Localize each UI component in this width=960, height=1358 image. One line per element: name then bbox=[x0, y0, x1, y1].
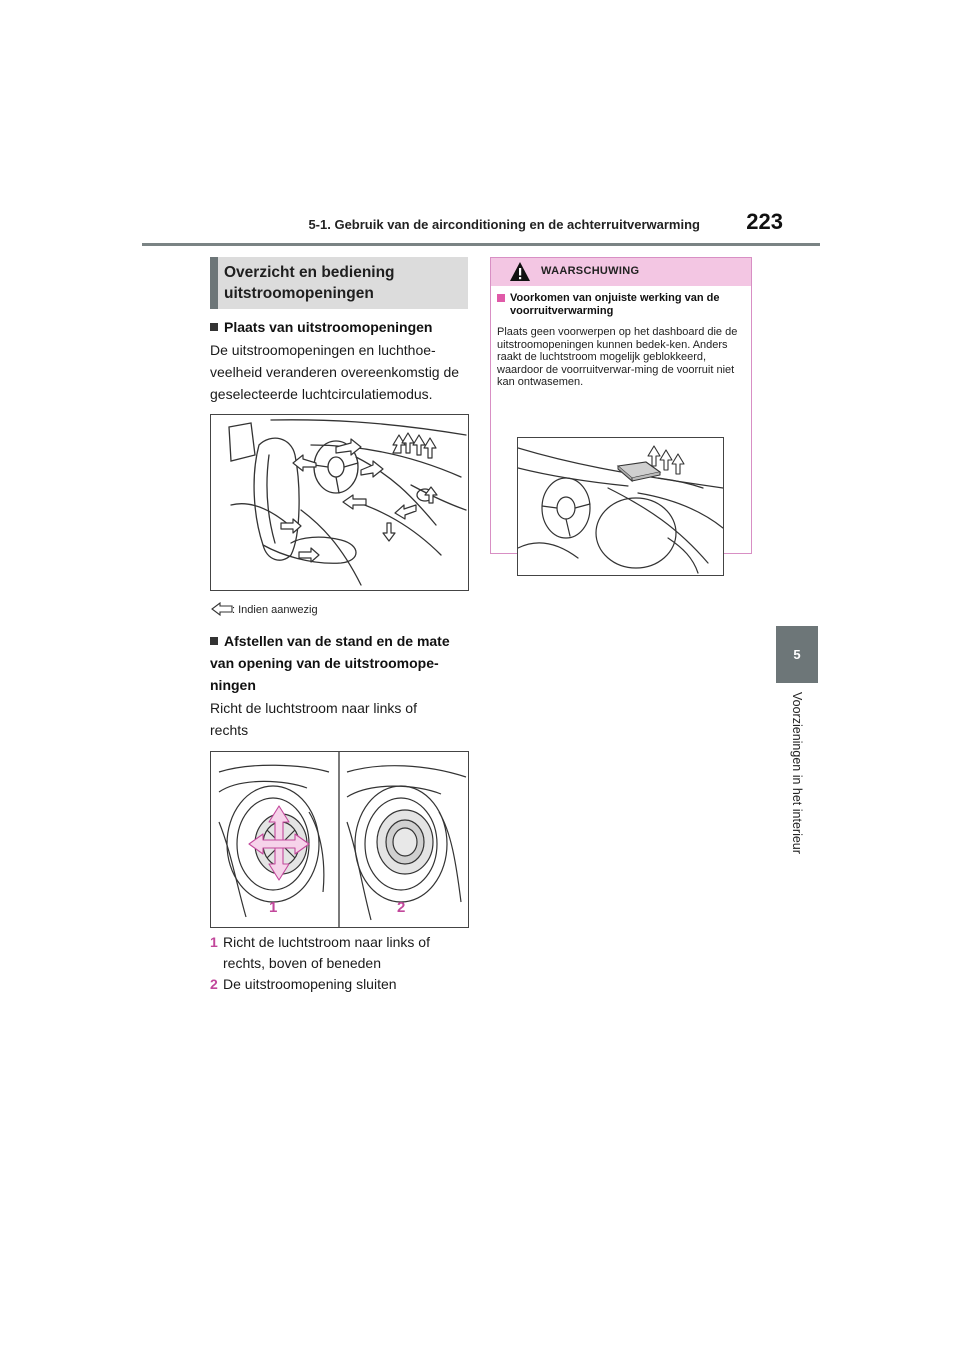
legend-arrow-icon bbox=[211, 602, 233, 616]
vents-location-body: De uitstroomopeningen en luchthoe-veelheid veranderen overeenkomstig de geselecteerde luchtcirculatiemodus. bbox=[210, 342, 460, 402]
vent-adjust-illustration bbox=[211, 752, 468, 927]
adjust-body: Richt de luchtstroom naar links of rechts bbox=[210, 700, 417, 738]
chapter-title: 5-1. Gebruik van de airconditioning en de achterruitverwarming bbox=[308, 217, 700, 232]
warning-content bbox=[491, 286, 751, 553]
legend-text: : Indien aanwezig bbox=[232, 604, 318, 616]
interior-vents-illustration bbox=[211, 415, 468, 590]
header-rule bbox=[142, 243, 820, 246]
vents-location-figure bbox=[210, 414, 469, 591]
warning-triangle-icon bbox=[509, 261, 531, 282]
vent-adjust-figure bbox=[210, 751, 469, 928]
list-item: 1 Richt de luchtstroom naar links of rechts, boven of beneden bbox=[210, 934, 430, 971]
windshield-figure bbox=[517, 437, 724, 576]
section-heading-bar bbox=[210, 257, 218, 309]
page-number: 223 bbox=[746, 209, 783, 234]
warning-header bbox=[491, 258, 751, 286]
vents-location-heading: Plaats van uitstroomopeningen bbox=[210, 316, 468, 338]
figure-label-1: 1 bbox=[269, 899, 278, 916]
warning-text: Plaats geen voorwerpen op het dashboard die de uitstroomopeningen kunnen bedek-ken. Anders raakt de luchtstroom mogelijk geblokkeerd, waardoor de voorruitverwar-ming de voorruit niet kan ontwasemen. bbox=[497, 326, 738, 389]
chapter-tab-number: 5 bbox=[793, 647, 801, 662]
adjust-heading: Afstellen van de stand en de mate van opening van de uitstroomope-ningen bbox=[210, 633, 450, 693]
section-heading-box bbox=[210, 257, 468, 309]
section-heading: Overzicht en bediening uitstroomopeningen bbox=[224, 264, 395, 302]
list-item: 2 De uitstroomopening sluiten bbox=[210, 976, 397, 992]
warning-title: WAARSCHUWING bbox=[541, 265, 640, 277]
chapter-tab[interactable] bbox=[776, 626, 818, 683]
chapter-side-label: Voorzieningen in het interieur bbox=[790, 692, 804, 854]
dashboard-illustration bbox=[518, 438, 723, 575]
warning-box bbox=[490, 257, 752, 554]
figure-label-2: 2 bbox=[397, 899, 406, 916]
warning-subheading: Voorkomen van onjuiste werking van de voorruitverwarming bbox=[497, 292, 742, 318]
